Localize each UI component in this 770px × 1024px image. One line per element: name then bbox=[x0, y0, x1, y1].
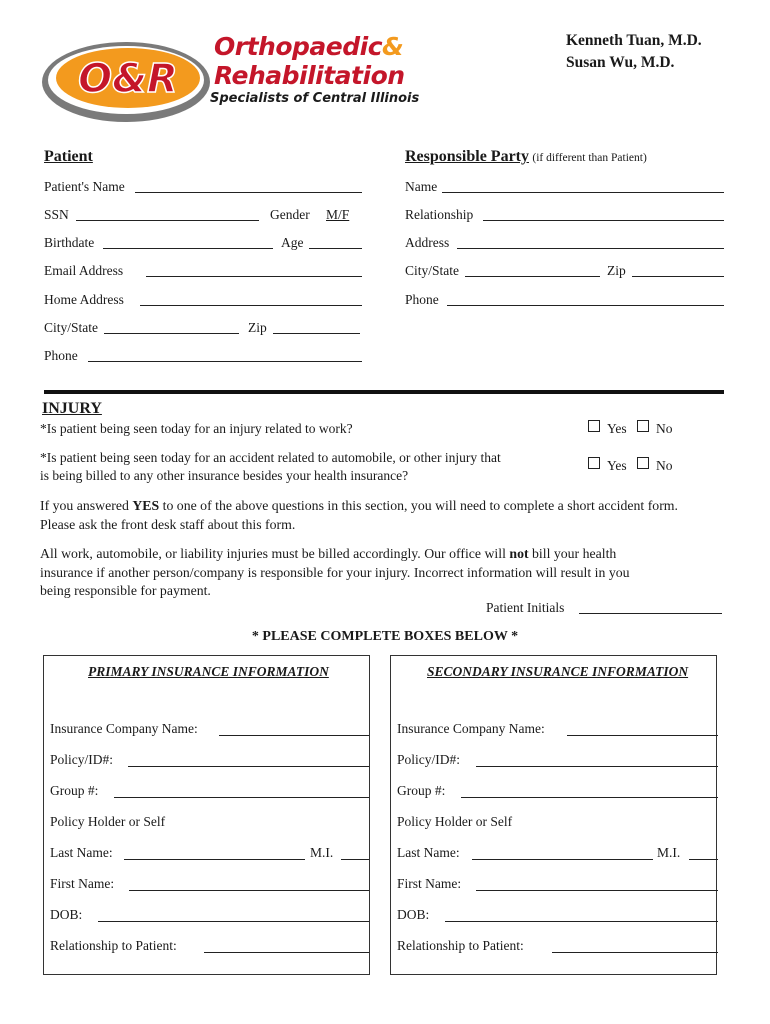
logo-badge: O&R bbox=[78, 56, 178, 102]
patient-name-label: Patient's Name bbox=[44, 179, 125, 194]
ssn-label: SSN bbox=[44, 207, 69, 222]
gender-label: Gender bbox=[270, 207, 310, 222]
work-no-label: No bbox=[656, 421, 673, 436]
secondary-policy-label: Policy/ID#: bbox=[397, 752, 460, 767]
secondary-company-label: Insurance Company Name: bbox=[397, 721, 545, 736]
primary-relationship-label: Relationship to Patient: bbox=[50, 938, 177, 953]
ssn-field[interactable] bbox=[76, 220, 259, 221]
primary-company-field[interactable] bbox=[219, 735, 369, 736]
accident-form-notice bbox=[40, 497, 730, 534]
secondary-mi-label: M.I. bbox=[657, 845, 681, 860]
rp-zip-label: Zip bbox=[607, 263, 626, 278]
logo-title-2: Rehabilitation bbox=[214, 61, 405, 90]
logo-ampersand: & bbox=[382, 32, 404, 61]
rp-city-state-field[interactable] bbox=[465, 276, 600, 277]
rp-zip-field[interactable] bbox=[632, 276, 724, 277]
email-field[interactable] bbox=[146, 276, 362, 277]
auto-no-label: No bbox=[656, 458, 673, 473]
logo-title-1: Orthopaedic bbox=[214, 32, 383, 61]
logo-emblem bbox=[40, 36, 215, 126]
rp-address-field[interactable] bbox=[457, 248, 724, 249]
patient-initials-label: Patient Initials bbox=[486, 600, 565, 615]
auto-yes-label: Yes bbox=[607, 458, 627, 473]
secondary-group-label: Group #: bbox=[397, 783, 446, 798]
primary-group-field[interactable] bbox=[114, 797, 369, 798]
work-yes-checkbox[interactable] bbox=[588, 420, 600, 432]
primary-mi-label: M.I. bbox=[310, 845, 334, 860]
injury-question-auto-1: *Is patient being seen today for an accident related to automobile, or other injury that bbox=[40, 450, 501, 465]
responsible-section-title: Responsible Party bbox=[405, 148, 529, 165]
secondary-last-name-label: Last Name: bbox=[397, 845, 460, 860]
primary-mi-field[interactable] bbox=[341, 859, 369, 860]
secondary-insurance-title: SECONDARY INSURANCE INFORMATION bbox=[427, 664, 689, 679]
billing-text-a: All work, automobile, or liability injuries must be billed accordingly. Our office will bbox=[40, 546, 510, 561]
billing-text-b: bill your health bbox=[528, 546, 617, 561]
birthdate-label: Birthdate bbox=[44, 235, 95, 250]
rp-city-state-label: City/State bbox=[405, 263, 459, 278]
injury-question-auto-2: is being billed to any other insurance besides your health insurance? bbox=[40, 468, 409, 483]
patient-zip-field[interactable] bbox=[273, 333, 360, 334]
rp-name-field[interactable] bbox=[442, 192, 724, 193]
age-label: Age bbox=[281, 235, 304, 250]
rp-relationship-label: Relationship bbox=[405, 207, 474, 222]
rp-relationship-field[interactable] bbox=[483, 220, 724, 221]
secondary-dob-label: DOB: bbox=[397, 907, 430, 922]
auto-yes-checkbox[interactable] bbox=[588, 457, 600, 469]
primary-group-label: Group #: bbox=[50, 783, 99, 798]
patient-city-state-field[interactable] bbox=[104, 333, 239, 334]
primary-last-name-label: Last Name: bbox=[50, 845, 113, 860]
secondary-group-field[interactable] bbox=[461, 797, 718, 798]
secondary-relationship-label: Relationship to Patient: bbox=[397, 938, 524, 953]
doctor-1: Kenneth Tuan, M.D. bbox=[566, 32, 702, 49]
secondary-first-name-field[interactable] bbox=[476, 890, 718, 891]
patient-initials-field[interactable] bbox=[579, 613, 722, 614]
secondary-policy-field[interactable] bbox=[476, 766, 718, 767]
birthdate-field[interactable] bbox=[103, 248, 273, 249]
secondary-first-name-label: First Name: bbox=[397, 876, 462, 891]
patient-section-title: Patient bbox=[44, 148, 93, 165]
primary-relationship-field[interactable] bbox=[204, 952, 369, 953]
billing-text-line2: insurance if another person/company is responsible for your injury. Incorrect information will result in you bbox=[40, 564, 630, 580]
notice-text-b: to one of the above questions in this section, you will need to complete a short accident form. bbox=[159, 498, 678, 513]
patient-name-field[interactable] bbox=[135, 192, 362, 193]
work-no-checkbox[interactable] bbox=[637, 420, 649, 432]
rp-phone-label: Phone bbox=[405, 292, 439, 307]
primary-policy-field[interactable] bbox=[128, 766, 369, 767]
primary-first-name-field[interactable] bbox=[129, 890, 369, 891]
notice-text-line2: Please ask the front desk staff about this form. bbox=[40, 516, 296, 532]
doctors-block bbox=[566, 30, 702, 74]
rp-address-label: Address bbox=[405, 235, 450, 250]
auto-no-checkbox[interactable] bbox=[637, 457, 649, 469]
injury-question-work: *Is patient being seen today for an injury related to work? bbox=[40, 421, 353, 436]
logo-tagline: Specialists of Central Illinois bbox=[210, 91, 420, 106]
rp-phone-field[interactable] bbox=[447, 305, 724, 306]
primary-policy-label: Policy/ID#: bbox=[50, 752, 113, 767]
primary-holder-label: Policy Holder or Self bbox=[50, 814, 166, 829]
primary-company-label: Insurance Company Name: bbox=[50, 721, 198, 736]
complete-boxes-note: * PLEASE COMPLETE BOXES BELOW * bbox=[251, 629, 519, 644]
secondary-last-name-field[interactable] bbox=[472, 859, 653, 860]
primary-dob-label: DOB: bbox=[50, 907, 83, 922]
billing-text-line3: being responsible for payment. bbox=[40, 583, 211, 598]
responsible-note: (if different than Patient) bbox=[532, 152, 647, 164]
patient-phone-field[interactable] bbox=[88, 361, 362, 362]
primary-dob-field[interactable] bbox=[98, 921, 369, 922]
work-yes-label: Yes bbox=[607, 421, 627, 436]
secondary-relationship-field[interactable] bbox=[552, 952, 718, 953]
billing-not-emphasis: not bbox=[509, 546, 529, 561]
secondary-holder-label: Policy Holder or Self bbox=[397, 814, 513, 829]
doctor-2: Susan Wu, M.D. bbox=[566, 54, 675, 71]
gender-value[interactable]: M/F bbox=[326, 207, 350, 222]
billing-notice bbox=[40, 545, 730, 601]
patient-zip-label: Zip bbox=[248, 320, 267, 335]
section-divider bbox=[44, 390, 724, 394]
primary-first-name-label: First Name: bbox=[50, 876, 115, 891]
notice-yes-emphasis: YES bbox=[132, 498, 160, 513]
email-label: Email Address bbox=[44, 263, 124, 278]
home-address-field[interactable] bbox=[140, 305, 362, 306]
rp-name-label: Name bbox=[405, 179, 438, 194]
secondary-dob-field[interactable] bbox=[445, 921, 718, 922]
age-field[interactable] bbox=[309, 248, 362, 249]
responsible-title-row bbox=[405, 148, 647, 166]
primary-last-name-field[interactable] bbox=[124, 859, 305, 860]
secondary-mi-field[interactable] bbox=[689, 859, 718, 860]
patient-city-state-label: City/State bbox=[44, 320, 98, 335]
secondary-company-field[interactable] bbox=[567, 735, 718, 736]
patient-phone-label: Phone bbox=[44, 348, 78, 363]
home-address-label: Home Address bbox=[44, 292, 124, 307]
primary-insurance-title: PRIMARY INSURANCE INFORMATION bbox=[88, 664, 329, 679]
notice-text-a: If you answered bbox=[40, 498, 133, 513]
injury-section-title: INJURY bbox=[42, 400, 102, 417]
